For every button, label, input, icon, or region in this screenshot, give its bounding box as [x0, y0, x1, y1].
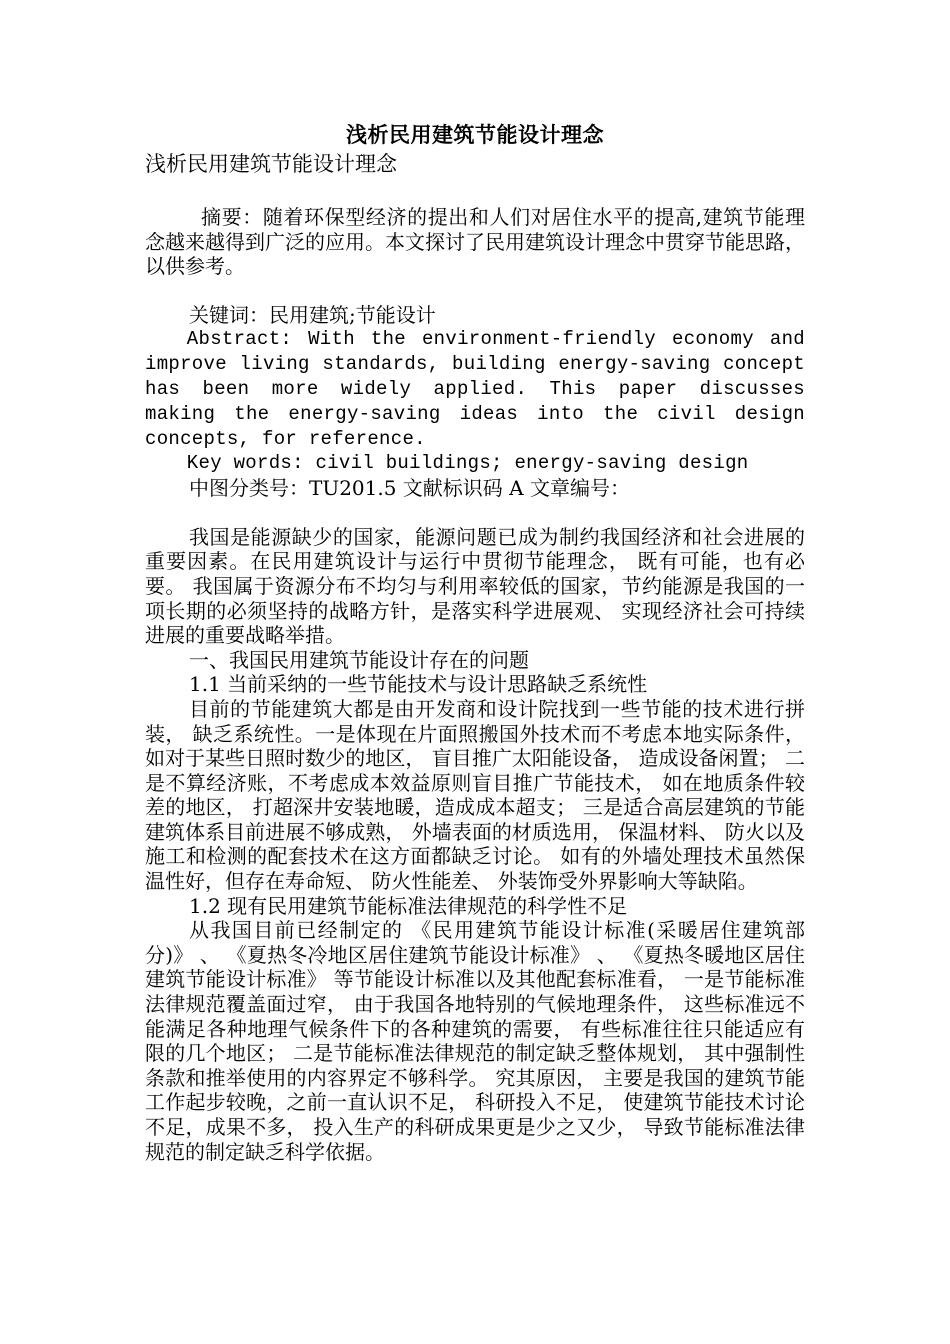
document-page	[145, 120, 805, 1164]
abstract-english: Abstract: With the environment-friendly economy and improve living standards, building energy-saving concept has been more widely applied. This paper discusses making the energy-saving ideas into the civil design concepts, for reference.	[145, 328, 805, 450]
subsection-1-1-paragraph: 目前的节能建筑大都是由开发商和设计院找到一些节能的技术进行拼装， 缺乏系统性。一是体现在片面照搬国外技术而不考虑本地实际条件， 如对于某些日照时数少的地区， 盲目推广太阳能设备， 造成设备闲置； 二是不算经济账，不考虑成本效益原则盲目推广节能技术， 如在地质条件较差的地区， 打超深井安装地暖，造成成本超支； 三是适合高层建筑的节能建筑体系目前进展不够成熟， 外墙表面的材质选用， 保温材料、 防火以及施工和检测的配套技术在这方面都缺乏讨论。 如有的外墙处理技术虽然保温性好，但存在寿命短、 防火性能差、 外装饰受外界影响大等缺陷。	[145, 696, 805, 894]
spacer	[145, 178, 805, 205]
subsection-heading-1-1: 1.1 当前采纳的一些节能技术与设计思路缺乏系统性	[189, 672, 648, 697]
keywords-english: Key words: civil buildings; energy-saving design	[186, 452, 749, 475]
spacer	[145, 501, 805, 525]
subsection-1-2-paragraph: 从我国目前已经制定的 《民用建筑节能设计标准(采暖居住建筑部分)》 、 《夏热冬冷地区居住建筑节能设计标准》 、 《夏热冬暖地区居住建筑节能设计标准》 等节能设计标准以及其他配套标准看， 一是节能标准法律规范覆盖面过窄， 由于我国各地特别的气候地理条件， 这些标准远不能满足各种地理气候条件下的各种建筑的需要， 有些标准往往只能适应有限的几个地区； 二是节能标准法律规范的制定缺乏整体规划， 其中强制性条款和推举使用的内容界定不够科学。 究其原因， 主要是我国的建筑节能工作起步较晚，之前一直认识不足， 科研投入不足， 使建筑节能技术讨论不足，成果不多， 投入生产的科研成果更是少之又少， 导致节能标准法律规范的制定缺乏科学依据。	[145, 918, 805, 1164]
document-subtitle: 浅析民用建筑节能设计理念	[145, 152, 397, 176]
intro-paragraph: 我国是能源缺少的国家，能源问题已成为制约我国经济和社会进展的重要因素。在民用建筑设计与运行中贯彻节能理念， 既有可能，也有必要。 我国属于资源分布不均匀与利用率较低的国家，节约能源是我国的一项长期的必须坚持的战略方针，是落实科学进展观、 实现经济社会可持续进展的重要战略举措。	[145, 524, 805, 648]
section-heading-1: 一、我国民用建筑节能设计存在的问题	[189, 647, 529, 672]
subsection-heading-1-2: 1.2 现有民用建筑节能标准法律规范的科学性不足	[189, 893, 628, 918]
keywords-chinese: 关键词：民用建筑;节能设计	[189, 302, 436, 327]
abstract-chinese: 摘要：随着环保型经济的提出和人们对居住水平的提高,建筑节能理念越来越得到广泛的应用。本文探讨了民用建筑设计理念中贯穿节能思路，以供参考。	[145, 205, 805, 279]
classification-line: 中图分类号：TU201.5 文献标识码 A 文章编号：	[189, 476, 630, 501]
document-title: 浅析民用建筑节能设计理念	[346, 122, 604, 147]
spacer	[145, 279, 805, 303]
